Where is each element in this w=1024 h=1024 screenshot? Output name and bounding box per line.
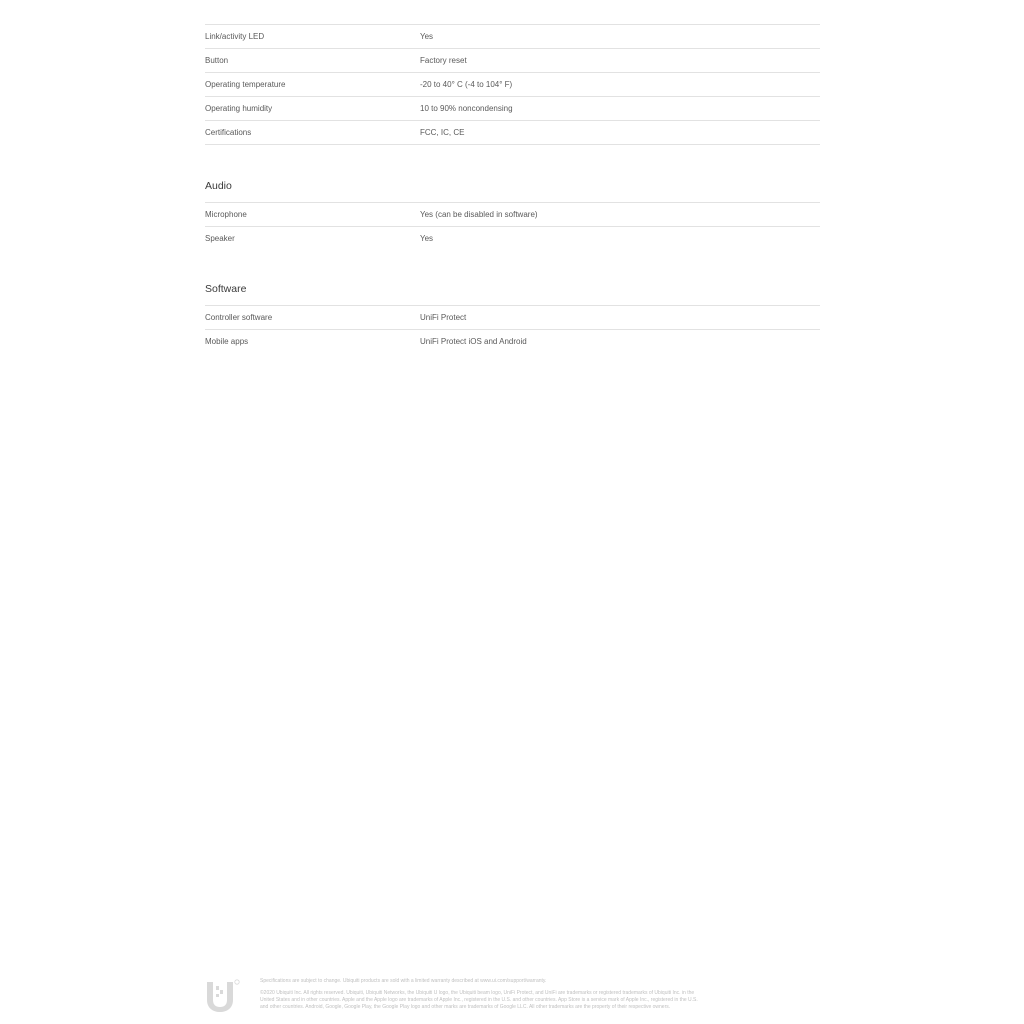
spec-label: Speaker	[205, 234, 235, 243]
spec-row-link-activity-led	[205, 25, 820, 49]
spec-label: Certifications	[205, 128, 252, 137]
section-title-software: Software	[205, 283, 247, 295]
audio-section	[205, 171, 820, 250]
spec-value: Yes	[420, 32, 434, 41]
spec-value: Yes	[420, 234, 434, 243]
spec-row-controller-software	[205, 306, 820, 330]
spec-label: Link/activity LED	[205, 32, 265, 41]
footer-legal-text	[260, 978, 698, 1011]
spec-value: UniFi Protect iOS and Android	[420, 337, 527, 346]
audio-spec-table	[205, 202, 820, 250]
footer	[205, 978, 805, 1014]
section-title-audio: Audio	[205, 180, 232, 192]
spec-value: Yes (can be disabled in software)	[420, 210, 538, 219]
software-section	[205, 274, 820, 353]
footer-warranty-note: Specifications are subject to change. Ubiquiti products are sold with a limited warranty described at www.ui.com/support/warranty.	[260, 978, 547, 984]
spec-value: -20 to 40° C (-4 to 104° F)	[420, 80, 513, 89]
spec-label: Controller software	[205, 313, 273, 322]
spec-row-operating-temperature	[205, 73, 820, 97]
software-spec-table	[205, 305, 820, 353]
spec-label: Operating temperature	[205, 80, 286, 89]
spec-row-certifications	[205, 121, 820, 145]
spec-value: UniFi Protect	[420, 313, 467, 322]
general-spec-table	[205, 24, 820, 145]
spec-sheet	[205, 24, 820, 353]
audio-heading-row	[205, 171, 820, 202]
spec-row-button	[205, 49, 820, 73]
footer-legal-line: and other countries. Android, Google, Google Play, the Google Play logo and other marks are trademarks of Google LLC. All other trademarks are the property of their respective owners.	[260, 1004, 671, 1010]
software-heading-row	[205, 274, 820, 305]
spec-value: Factory reset	[420, 56, 467, 65]
spec-label: Operating humidity	[205, 104, 273, 113]
spec-row-microphone	[205, 203, 820, 227]
spec-label: Microphone	[205, 210, 247, 219]
spec-label: Button	[205, 56, 229, 65]
footer-legal-line: ©2020 Ubiquiti Inc. All rights reserved. Ubiquiti, Ubiquiti Networks, the Ubiquiti U logo, the Ubiquiti beam logo, UniFi Protect, and UniFi are trademarks or registered trademarks of Ubiquiti Inc. in the	[260, 990, 695, 996]
spec-label: Mobile apps	[205, 337, 249, 346]
spec-value: 10 to 90% noncondensing	[420, 104, 513, 113]
spec-row-mobile-apps	[205, 330, 820, 353]
ubiquiti-logo-icon	[205, 978, 241, 1012]
spec-value: FCC, IC, CE	[420, 128, 465, 137]
spec-row-speaker	[205, 227, 820, 250]
spec-row-operating-humidity	[205, 97, 820, 121]
footer-legal-line: United States and in other countries. Apple and the Apple logo are trademarks of Apple Inc., registered in the U.S. and other countries. App Store is a service mark of Apple Inc., registered in the U.S.	[260, 997, 698, 1003]
